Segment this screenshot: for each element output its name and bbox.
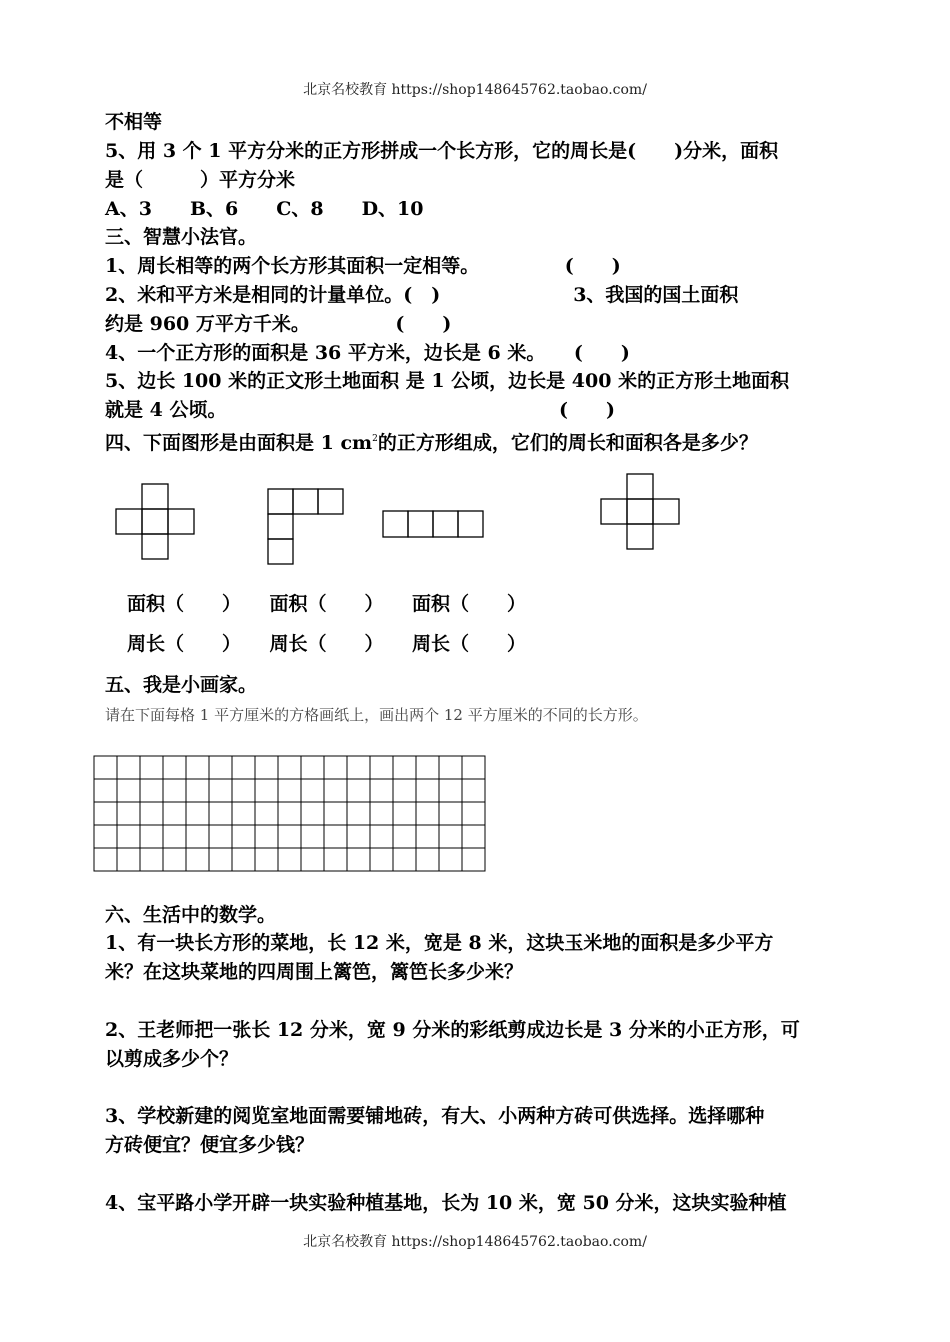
grid-cell[interactable]: [462, 802, 485, 825]
grid-cell[interactable]: [301, 825, 324, 848]
grid-cell[interactable]: [416, 825, 439, 848]
grid-cell[interactable]: [416, 802, 439, 825]
grid-cell[interactable]: [163, 779, 186, 802]
grid-cell[interactable]: [347, 848, 370, 871]
problem-1-cont: 米？在这块菜地的四周围上篱笆，篱笆长多少米？: [105, 961, 524, 983]
section-4-text-a: 四、下面图形是由面积是 1 cm: [105, 432, 373, 454]
grid-cell[interactable]: [416, 779, 439, 802]
grid-cell[interactable]: [186, 779, 209, 802]
grid-cell[interactable]: [416, 756, 439, 779]
grid-cell[interactable]: [370, 802, 393, 825]
grid-cell[interactable]: [439, 779, 462, 802]
problem-1: 1、有一块长方形的菜地，长 12 米，宽是 8 米，这块玉米地的面积是多少平方: [105, 932, 774, 954]
grid-cell[interactable]: [163, 802, 186, 825]
grid-cell[interactable]: [117, 825, 140, 848]
grid-cell[interactable]: [186, 802, 209, 825]
grid-cell[interactable]: [439, 825, 462, 848]
grid-cell[interactable]: [301, 802, 324, 825]
grid-cell[interactable]: [462, 756, 485, 779]
grid-cell[interactable]: [347, 802, 370, 825]
grid-cell[interactable]: [140, 802, 163, 825]
grid-cell[interactable]: [94, 825, 117, 848]
grid-cell[interactable]: [186, 848, 209, 871]
grid-cell[interactable]: [232, 756, 255, 779]
grid-cell[interactable]: [117, 756, 140, 779]
grid-cell[interactable]: [232, 779, 255, 802]
grid-cell[interactable]: [278, 848, 301, 871]
section-3-title: 三、智慧小法官。: [105, 226, 258, 248]
grid-cell[interactable]: [278, 756, 301, 779]
grid-cell[interactable]: [393, 779, 416, 802]
grid-cell[interactable]: [209, 848, 232, 871]
shape-l-shape: [268, 489, 343, 564]
grid-cell[interactable]: [140, 825, 163, 848]
problem-2: 2、王老师把一张长 12 分米，宽 9 分米的彩纸剪成边长是 3 分米的小正方形，可: [105, 1019, 800, 1041]
grid-cell[interactable]: [301, 779, 324, 802]
grid-cell[interactable]: [347, 825, 370, 848]
grid-cell[interactable]: [94, 848, 117, 871]
grid-cell[interactable]: [140, 779, 163, 802]
problem-3: 3、学校新建的阅览室地面需要铺地砖，有大、小两种方砖可供选择。选择哪种: [105, 1105, 765, 1127]
grid-cell[interactable]: [439, 756, 462, 779]
grid-cell[interactable]: [186, 825, 209, 848]
grid-cell[interactable]: [301, 756, 324, 779]
judge-5: 5、边长 100 米的正文形土地面积 是 1 公顷，边长是 400 米的正方形土地面积: [105, 370, 790, 392]
question-5-options: A、3 B、6 C、8 D、10: [105, 198, 424, 220]
grid-cell[interactable]: [94, 779, 117, 802]
section-4-text-b: 的正方形组成，它们的周长和面积各是多少？: [377, 432, 758, 454]
grid-cell[interactable]: [94, 802, 117, 825]
judge-4: 4、一个正方形的面积是 36 平方米，边长是 6 米。 ( ): [105, 342, 630, 364]
grid-cell[interactable]: [94, 756, 117, 779]
grid-cell[interactable]: [278, 779, 301, 802]
section-5-title: 五、我是小画家。: [105, 674, 258, 696]
grid-cell[interactable]: [462, 779, 485, 802]
grid-cell[interactable]: [370, 825, 393, 848]
grid-cell[interactable]: [232, 802, 255, 825]
grid-cell[interactable]: [232, 848, 255, 871]
grid-cell[interactable]: [163, 756, 186, 779]
grid-cell[interactable]: [163, 848, 186, 871]
problem-4: 4、宝平路小学开辟一块实验种植基地，长为 10 米，宽 50 分米，这块实验种植: [105, 1192, 787, 1214]
grid-cell[interactable]: [439, 802, 462, 825]
grid-cell[interactable]: [278, 825, 301, 848]
judge-2-3: 2、米和平方米是相同的计量单位。( ) 3、我国的国土面积: [105, 284, 739, 306]
grid-cell[interactable]: [140, 848, 163, 871]
judge-3-cont: 约是 960 万平方千米。 ( ): [105, 313, 452, 335]
grid-cell[interactable]: [370, 848, 393, 871]
page-header: 北京名校教育 https://shop148645762.taobao.com/: [303, 82, 647, 98]
grid-cell[interactable]: [416, 848, 439, 871]
grid-cell[interactable]: [117, 779, 140, 802]
grid-cell[interactable]: [393, 756, 416, 779]
grid-cell[interactable]: [209, 802, 232, 825]
grid-cell[interactable]: [140, 756, 163, 779]
line-1: 不相等: [105, 111, 163, 133]
area-answer-row: 面积（ ） 面积（ ） 面积（ ）: [127, 593, 527, 615]
grid-cell[interactable]: [301, 848, 324, 871]
square-shapes: [116, 474, 679, 564]
grid-cell[interactable]: [278, 802, 301, 825]
perimeter-answer-row: 周长（ ） 周长（ ） 周长（ ）: [127, 633, 527, 655]
section-6-title: 六、生活中的数学。: [105, 904, 277, 926]
grid-cell[interactable]: [255, 825, 278, 848]
grid-cell[interactable]: [209, 756, 232, 779]
shape-cross-1: [116, 484, 194, 559]
grid-cell[interactable]: [347, 756, 370, 779]
grid-cell[interactable]: [393, 802, 416, 825]
grid-cell[interactable]: [462, 825, 485, 848]
grid-cell[interactable]: [255, 802, 278, 825]
judge-1: 1、周长相等的两个长方形其面积一定相等。 ( ): [105, 255, 621, 277]
page-footer: 北京名校教育 https://shop148645762.taobao.com/: [303, 1234, 647, 1250]
shape-cross-2: [601, 474, 679, 549]
grid-cell[interactable]: [347, 779, 370, 802]
grid-cell[interactable]: [370, 756, 393, 779]
grid-cell[interactable]: [255, 848, 278, 871]
grid-cell[interactable]: [324, 825, 347, 848]
question-5: 5、用 3 个 1 平方分米的正方形拼成一个长方形，它的周长是( )分米，面积: [105, 140, 779, 162]
grid-cell[interactable]: [324, 848, 347, 871]
grid-cell[interactable]: [117, 848, 140, 871]
grid-cell[interactable]: [324, 802, 347, 825]
superscript-2: 2: [372, 434, 378, 444]
grid-cell[interactable]: [393, 825, 416, 848]
question-5-cont: 是（ ）平方分米: [105, 169, 296, 191]
grid-cell[interactable]: [324, 756, 347, 779]
problem-3-cont: 方砖便宜？便宜多少钱？: [105, 1134, 315, 1156]
grid-cell[interactable]: [370, 779, 393, 802]
grid-cell[interactable]: [255, 756, 278, 779]
grid-cell[interactable]: [209, 779, 232, 802]
grid-cell[interactable]: [324, 779, 347, 802]
grid-cell[interactable]: [186, 756, 209, 779]
grid-cell[interactable]: [163, 825, 186, 848]
shape-row-of-four: [383, 511, 483, 537]
grid-cell[interactable]: [255, 779, 278, 802]
grid-cell[interactable]: [209, 825, 232, 848]
grid-cell[interactable]: [393, 848, 416, 871]
grid-cell[interactable]: [232, 825, 255, 848]
drawing-grid[interactable]: [94, 756, 485, 871]
grid-cell[interactable]: [117, 802, 140, 825]
section-5-instruction: 请在下面每格 1 平方厘米的方格画纸上，画出两个 12 平方厘米的不同的长方形。: [105, 706, 648, 724]
problem-2-cont: 以剪成多少个？: [105, 1048, 239, 1070]
judge-5-cont: 就是 4 公顷。 ( ): [105, 399, 615, 421]
grid-cell[interactable]: [462, 848, 485, 871]
grid-cell[interactable]: [439, 848, 462, 871]
